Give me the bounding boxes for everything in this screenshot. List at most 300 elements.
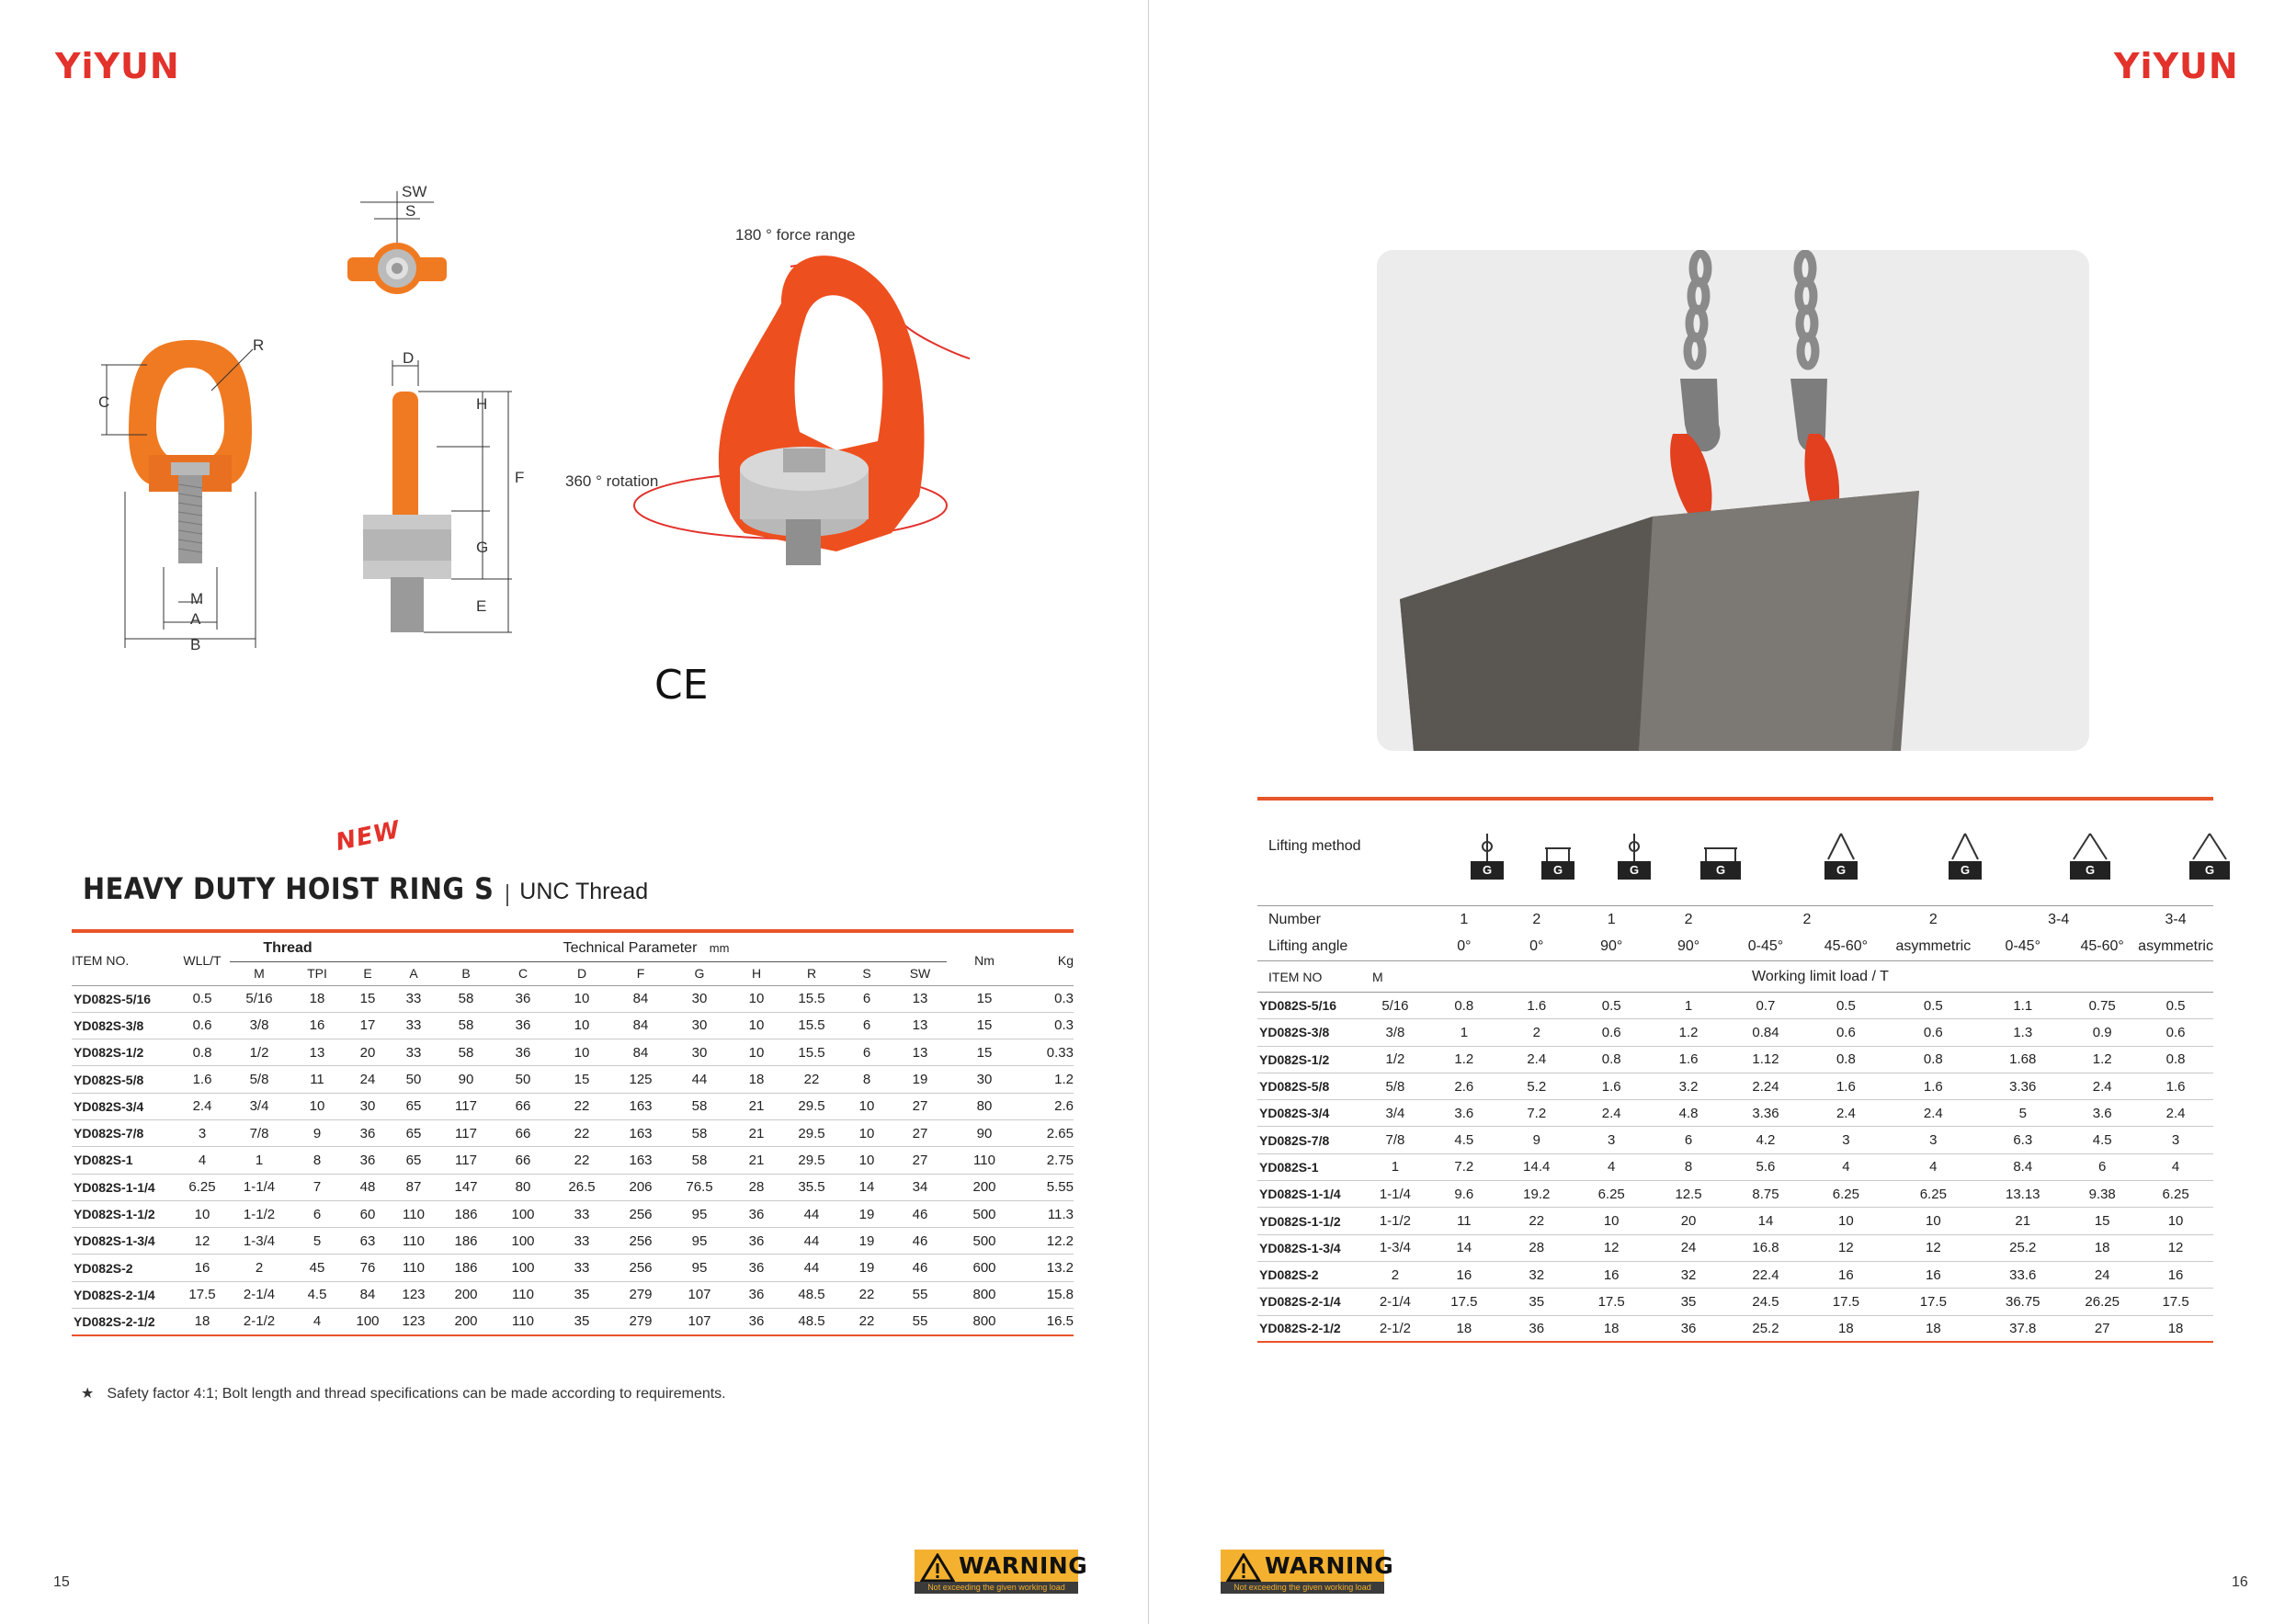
table-cell: 0.8 bbox=[2138, 1046, 2213, 1073]
table-cell: 24 bbox=[346, 1066, 390, 1093]
load-letter: G bbox=[2204, 863, 2215, 877]
table-cell: 22 bbox=[551, 1093, 612, 1119]
table-cell: 147 bbox=[438, 1174, 494, 1200]
table-cell: 6 bbox=[840, 985, 893, 1012]
col-item-no-right: ITEM NO bbox=[1257, 961, 1363, 993]
item-code: YD082S-2-1/2 bbox=[72, 1309, 175, 1335]
table-row bbox=[1257, 1315, 2213, 1342]
table-cell: 32 bbox=[1651, 1261, 1727, 1288]
table-cell: 50 bbox=[390, 1066, 438, 1093]
footnote bbox=[81, 1384, 726, 1403]
table-cell: 123 bbox=[390, 1309, 438, 1335]
table-cell: 17.5 bbox=[1804, 1289, 1887, 1315]
number-cell: 2 bbox=[1727, 906, 1888, 934]
table-cell: 5.2 bbox=[1501, 1073, 1573, 1099]
table-cell: 0.33 bbox=[1022, 1039, 1074, 1066]
product-title bbox=[83, 871, 648, 906]
table-cell: 2-1/4 bbox=[230, 1281, 289, 1308]
spacer-cell bbox=[1363, 906, 1427, 934]
table-cell: 107 bbox=[669, 1309, 730, 1335]
dim-label-s: S bbox=[405, 202, 416, 220]
table-cell: 50 bbox=[494, 1066, 551, 1093]
product-title-main: HEAVY DUTY HOIST RING S bbox=[83, 871, 494, 906]
warning-label bbox=[915, 1550, 1088, 1594]
table-cell: 36 bbox=[346, 1147, 390, 1174]
table-cell: 200 bbox=[438, 1309, 494, 1335]
table-cell: 1.6 bbox=[1573, 1073, 1651, 1099]
table-cell: 5/16 bbox=[230, 985, 289, 1012]
table-cell: 36 bbox=[346, 1119, 390, 1146]
table-cell: 28 bbox=[1501, 1234, 1573, 1261]
table-cell: 33 bbox=[390, 985, 438, 1012]
load-letter: G bbox=[1836, 863, 1847, 877]
table-cell: 36 bbox=[494, 1012, 551, 1039]
table-cell: 206 bbox=[612, 1174, 669, 1200]
table-top-rule bbox=[72, 929, 1074, 933]
table-cell: 18 bbox=[1804, 1315, 1887, 1342]
table-cell: 0.8 bbox=[175, 1039, 230, 1066]
table-cell: 13.13 bbox=[1979, 1181, 2066, 1208]
subcol-sw: SW bbox=[893, 961, 947, 985]
table-cell: 84 bbox=[612, 1039, 669, 1066]
spacer-cell bbox=[1363, 934, 1427, 961]
table-cell: 1-1/4 bbox=[230, 1174, 289, 1200]
table-cell: 46 bbox=[893, 1200, 947, 1227]
table-cell: 1.6 bbox=[1804, 1073, 1887, 1099]
double-side-icon bbox=[1699, 832, 1743, 886]
table-cell: 33 bbox=[551, 1200, 612, 1227]
table-cell: 29.5 bbox=[783, 1147, 840, 1174]
table-cell: 66 bbox=[494, 1119, 551, 1146]
table-cell: 4 bbox=[1804, 1153, 1887, 1180]
single-vertical-icon bbox=[1469, 832, 1506, 886]
table-cell: 17.5 bbox=[1427, 1289, 1501, 1315]
table-cell: 6.3 bbox=[1979, 1127, 2066, 1153]
table-cell: 2 bbox=[230, 1255, 289, 1281]
table-cell: 11.3 bbox=[1022, 1200, 1074, 1227]
table-cell: 10 bbox=[730, 1012, 783, 1039]
table-cell: 18 bbox=[1887, 1315, 1979, 1342]
table-cell: 123 bbox=[390, 1281, 438, 1308]
table-cell: 22 bbox=[551, 1119, 612, 1146]
table-cell: 95 bbox=[669, 1228, 730, 1255]
table-cell: 18 bbox=[2066, 1234, 2138, 1261]
table-cell: 1.6 bbox=[1651, 1046, 1727, 1073]
table-cell: 15 bbox=[2066, 1208, 2138, 1234]
table-cell: 13 bbox=[893, 1012, 947, 1039]
table-cell: 45 bbox=[289, 1255, 346, 1281]
number-cell: 1 bbox=[1573, 906, 1651, 934]
table-cell: 0.5 bbox=[1804, 993, 1887, 1019]
four-leg-asymmetric-icon bbox=[2188, 832, 2232, 886]
warning-title-right: WARNING bbox=[1265, 1552, 1394, 1579]
table-cell: 6.25 bbox=[1887, 1181, 1979, 1208]
table-cell: 7.2 bbox=[1427, 1153, 1501, 1180]
table-cell: 3/8 bbox=[1363, 1019, 1427, 1046]
lifting-scene-image bbox=[1377, 250, 2089, 751]
dim-label-a: A bbox=[190, 610, 201, 628]
table-cell: 110 bbox=[390, 1200, 438, 1227]
yiyun-logo-right: YiYUN bbox=[2114, 46, 2239, 86]
table-cell: 18 bbox=[175, 1309, 230, 1335]
warning-title: WARNING bbox=[959, 1552, 1088, 1579]
col-m-right: M bbox=[1363, 961, 1427, 993]
table-cell: 3/8 bbox=[230, 1012, 289, 1039]
table-cell: 95 bbox=[669, 1200, 730, 1227]
table-cell: 84 bbox=[612, 1012, 669, 1039]
two-leg-asymmetric-icon bbox=[1947, 832, 1983, 886]
item-code: YD082S-1-1/2 bbox=[72, 1200, 175, 1227]
table-cell: 20 bbox=[1651, 1208, 1727, 1234]
table-cell: 4 bbox=[1887, 1153, 1979, 1180]
table-cell: 1.2 bbox=[1651, 1019, 1727, 1046]
table-cell: 8 bbox=[289, 1147, 346, 1174]
two-leg-sling-icon bbox=[1823, 832, 1859, 886]
table-cell: 1.6 bbox=[1887, 1073, 1979, 1099]
table-cell: 8.75 bbox=[1727, 1181, 1805, 1208]
table-cell: 0.6 bbox=[175, 1012, 230, 1039]
subcol-f: F bbox=[612, 961, 669, 985]
angle-cell: 90° bbox=[1677, 938, 1700, 955]
table-cell: 0.9 bbox=[2066, 1019, 2138, 1046]
table-cell: 17.5 bbox=[175, 1281, 230, 1308]
table-cell: 6 bbox=[840, 1039, 893, 1066]
table-cell: 10 bbox=[730, 985, 783, 1012]
item-code: YD082S-5/16 bbox=[72, 985, 175, 1012]
table-cell: 35 bbox=[1501, 1289, 1573, 1315]
table-cell: 48.5 bbox=[783, 1281, 840, 1308]
table-cell: 256 bbox=[612, 1228, 669, 1255]
table-cell: 36 bbox=[730, 1200, 783, 1227]
table-cell: 1/2 bbox=[230, 1039, 289, 1066]
table-cell: 6 bbox=[2066, 1153, 2138, 1180]
table-cell: 11 bbox=[289, 1066, 346, 1093]
table-cell: 5 bbox=[1979, 1100, 2066, 1127]
table-cell: 84 bbox=[346, 1281, 390, 1308]
lifting-photo bbox=[1377, 250, 2089, 751]
table-cell: 44 bbox=[783, 1200, 840, 1227]
table-cell: 17.5 bbox=[2138, 1289, 2213, 1315]
table-cell: 15 bbox=[947, 1039, 1022, 1066]
table-cell: 13 bbox=[893, 985, 947, 1012]
item-code: YD082S-3/4 bbox=[1257, 1100, 1363, 1127]
table-cell: 36.75 bbox=[1979, 1289, 2066, 1315]
dim-label-b: B bbox=[190, 636, 201, 653]
table-cell: 3 bbox=[175, 1119, 230, 1146]
table-cell: 1.6 bbox=[1501, 993, 1573, 1019]
table-cell: 10 bbox=[551, 1012, 612, 1039]
table-cell: 0.5 bbox=[1573, 993, 1651, 1019]
table-cell: 15 bbox=[551, 1066, 612, 1093]
dim-label-m: M bbox=[190, 590, 204, 608]
table-cell: 18 bbox=[1427, 1315, 1501, 1342]
table-cell: 2.24 bbox=[1727, 1073, 1805, 1099]
table-row bbox=[1257, 1046, 2213, 1073]
tech-param-unit: mm bbox=[709, 940, 730, 955]
table-row bbox=[72, 1255, 1074, 1281]
table-cell: 110 bbox=[390, 1228, 438, 1255]
table-cell: 33.6 bbox=[1979, 1261, 2066, 1288]
table-cell: 0.5 bbox=[1887, 993, 1979, 1019]
table-cell: 44 bbox=[783, 1255, 840, 1281]
item-code: YD082S-1-1/4 bbox=[1257, 1181, 1363, 1208]
table-cell: 6 bbox=[289, 1200, 346, 1227]
table-cell: 3/4 bbox=[1363, 1100, 1427, 1127]
table-cell: 24 bbox=[2066, 1261, 2138, 1288]
table-cell: 3 bbox=[1804, 1127, 1887, 1153]
table-cell: 15.5 bbox=[783, 1039, 840, 1066]
table-row bbox=[72, 1066, 1074, 1093]
table-cell: 2.65 bbox=[1022, 1119, 1074, 1146]
angle-cell: asymmetric bbox=[1895, 938, 1972, 955]
table-cell: 16 bbox=[289, 1012, 346, 1039]
rotation-label: 360 ° rotation bbox=[565, 472, 659, 490]
number-cell: 1 bbox=[1427, 906, 1501, 934]
table-cell: 1.3 bbox=[1979, 1019, 2066, 1046]
angle-cell: 45-60° bbox=[1824, 938, 1869, 955]
lifting-table bbox=[1257, 905, 2213, 1343]
table-cell: 10 bbox=[1887, 1208, 1979, 1234]
table-cell: 30 bbox=[947, 1066, 1022, 1093]
product-title-sub: UNC Thread bbox=[519, 879, 649, 904]
table-cell: 9 bbox=[289, 1119, 346, 1146]
side-view-diagram bbox=[354, 349, 538, 643]
angle-cell: 0-45° bbox=[1747, 938, 1784, 955]
table-cell: 15.5 bbox=[783, 985, 840, 1012]
new-badge: NEW bbox=[333, 815, 404, 857]
angle-cell: 0-45° bbox=[2005, 938, 2040, 955]
table-cell: 3 bbox=[1573, 1127, 1651, 1153]
table-cell: 33 bbox=[390, 1012, 438, 1039]
table-cell: 20 bbox=[346, 1039, 390, 1066]
table-cell: 800 bbox=[947, 1309, 1022, 1335]
table-cell: 14 bbox=[1727, 1208, 1805, 1234]
table-cell: 6.25 bbox=[2138, 1181, 2213, 1208]
table-cell: 12 bbox=[2138, 1234, 2213, 1261]
table-cell: 46 bbox=[893, 1228, 947, 1255]
table-cell: 600 bbox=[947, 1255, 1022, 1281]
table-cell: 2-1/2 bbox=[1363, 1315, 1427, 1342]
table-cell: 17.5 bbox=[1887, 1289, 1979, 1315]
table-cell: 36 bbox=[730, 1255, 783, 1281]
table-row bbox=[72, 1119, 1074, 1146]
table-cell: 32 bbox=[1501, 1261, 1573, 1288]
table-cell: 9.38 bbox=[2066, 1181, 2138, 1208]
table-cell: 21 bbox=[730, 1119, 783, 1146]
table-row bbox=[1257, 1127, 2213, 1153]
col-kg: Kg bbox=[1022, 936, 1074, 985]
table-cell: 58 bbox=[438, 1039, 494, 1066]
table-cell: 117 bbox=[438, 1119, 494, 1146]
table-cell: 800 bbox=[947, 1281, 1022, 1308]
table-row bbox=[72, 1174, 1074, 1200]
table-cell: 0.8 bbox=[1427, 993, 1501, 1019]
item-code: YD082S-5/8 bbox=[1257, 1073, 1363, 1099]
table-cell: 29.5 bbox=[783, 1093, 840, 1119]
table-row bbox=[72, 985, 1074, 1012]
table-cell: 2.75 bbox=[1022, 1147, 1074, 1174]
table-cell: 80 bbox=[947, 1093, 1022, 1119]
table-row bbox=[1257, 1181, 2213, 1208]
table-cell: 10 bbox=[1573, 1208, 1651, 1234]
table-cell: 63 bbox=[346, 1228, 390, 1255]
table-cell: 1.2 bbox=[1427, 1046, 1501, 1073]
table-cell: 4 bbox=[175, 1147, 230, 1174]
table-row bbox=[72, 1147, 1074, 1174]
table-cell: 18 bbox=[1573, 1315, 1651, 1342]
table-cell: 2-1/4 bbox=[1363, 1289, 1427, 1315]
table-cell: 163 bbox=[612, 1119, 669, 1146]
table-cell: 12 bbox=[1573, 1234, 1651, 1261]
table-cell: 1.2 bbox=[2066, 1046, 2138, 1073]
table-cell: 10 bbox=[551, 1039, 612, 1066]
table-cell: 44 bbox=[669, 1066, 730, 1093]
table-cell: 19 bbox=[840, 1228, 893, 1255]
table-cell: 24.5 bbox=[1727, 1289, 1805, 1315]
table-cell: 2.4 bbox=[2066, 1073, 2138, 1099]
subcol-e: E bbox=[346, 961, 390, 985]
table-cell: 7 bbox=[289, 1174, 346, 1200]
table-cell: 5.55 bbox=[1022, 1174, 1074, 1200]
dim-label-r: R bbox=[253, 336, 265, 354]
table-cell: 14.4 bbox=[1501, 1153, 1573, 1180]
table-cell: 18 bbox=[730, 1066, 783, 1093]
table-cell: 27 bbox=[2066, 1315, 2138, 1342]
table-cell: 0.5 bbox=[175, 985, 230, 1012]
four-leg-sling-icon bbox=[2068, 832, 2112, 886]
table-cell: 22.4 bbox=[1727, 1261, 1805, 1288]
top-view-diagram bbox=[342, 184, 452, 308]
table-cell: 256 bbox=[612, 1255, 669, 1281]
load-letter: G bbox=[1482, 863, 1493, 877]
table-cell: 33 bbox=[551, 1255, 612, 1281]
table-cell: 5/8 bbox=[1363, 1073, 1427, 1099]
table-cell: 3 bbox=[1887, 1127, 1979, 1153]
table-cell: 76.5 bbox=[669, 1174, 730, 1200]
table-cell: 48.5 bbox=[783, 1309, 840, 1335]
table-cell: 0.6 bbox=[1573, 1019, 1651, 1046]
page-number-left: 15 bbox=[53, 1574, 70, 1590]
lifting-angle-label: Lifting angle bbox=[1268, 938, 1348, 955]
table-cell: 36 bbox=[1651, 1315, 1727, 1342]
item-code: YD082S-1-3/4 bbox=[72, 1228, 175, 1255]
table-cell: 15 bbox=[346, 985, 390, 1012]
table-cell: 21 bbox=[730, 1093, 783, 1119]
table-cell: 1.6 bbox=[175, 1066, 230, 1093]
table-cell: 10 bbox=[551, 985, 612, 1012]
table-cell: 65 bbox=[390, 1119, 438, 1146]
table-cell: 33 bbox=[390, 1039, 438, 1066]
table-cell: 8 bbox=[840, 1066, 893, 1093]
load-letter: G bbox=[1960, 863, 1971, 877]
table-cell: 2.4 bbox=[1501, 1046, 1573, 1073]
table-cell: 26.5 bbox=[551, 1174, 612, 1200]
table-row bbox=[72, 1093, 1074, 1119]
table-cell: 186 bbox=[438, 1255, 494, 1281]
table-cell: 2.4 bbox=[2138, 1100, 2213, 1127]
table-cell: 10 bbox=[840, 1119, 893, 1146]
col-thread: Thread bbox=[230, 936, 346, 961]
table-cell: 36 bbox=[730, 1281, 783, 1308]
table-cell: 16 bbox=[175, 1255, 230, 1281]
table-cell: 110 bbox=[947, 1147, 1022, 1174]
table-cell: 3/4 bbox=[230, 1093, 289, 1119]
table-cell: 87 bbox=[390, 1174, 438, 1200]
table-cell: 4.5 bbox=[1427, 1127, 1501, 1153]
table-cell: 2.4 bbox=[1804, 1100, 1887, 1127]
table-cell: 35 bbox=[1651, 1289, 1727, 1315]
table-cell: 58 bbox=[438, 1012, 494, 1039]
table-cell: 0.7 bbox=[1727, 993, 1805, 1019]
table-cell: 1-3/4 bbox=[230, 1228, 289, 1255]
table-cell: 34 bbox=[893, 1174, 947, 1200]
table-cell: 3.36 bbox=[1979, 1073, 2066, 1099]
dim-label-e: E bbox=[476, 597, 487, 615]
col-item-no: ITEM NO. bbox=[72, 936, 175, 985]
col-wll: WLL/T bbox=[175, 936, 230, 985]
dim-label-d: D bbox=[403, 349, 415, 367]
table-cell: 58 bbox=[669, 1119, 730, 1146]
table-cell: 14 bbox=[840, 1174, 893, 1200]
table-cell: 6 bbox=[840, 1012, 893, 1039]
table-cell: 0.8 bbox=[1804, 1046, 1887, 1073]
angle-cell: 0° bbox=[1529, 938, 1544, 955]
footnote-text: Safety factor 4:1; Bolt length and thread specifications can be made according to requirements. bbox=[107, 1386, 726, 1402]
table-cell: 4.5 bbox=[2066, 1127, 2138, 1153]
table-cell: 36 bbox=[494, 1039, 551, 1066]
table-cell: 36 bbox=[730, 1228, 783, 1255]
single-side-icon bbox=[1616, 832, 1653, 886]
table-cell: 5/8 bbox=[230, 1066, 289, 1093]
table-cell: 27 bbox=[893, 1147, 947, 1174]
table-cell: 36 bbox=[730, 1309, 783, 1335]
table-cell: 11 bbox=[1427, 1208, 1501, 1234]
table-cell: 200 bbox=[438, 1281, 494, 1308]
table-cell: 2-1/2 bbox=[230, 1309, 289, 1335]
table-cell: 13 bbox=[893, 1039, 947, 1066]
table-cell: 4 bbox=[2138, 1153, 2213, 1180]
table-cell: 0.6 bbox=[1887, 1019, 1979, 1046]
force-range-label: 180 ° force range bbox=[735, 226, 856, 244]
table-cell: 4.5 bbox=[289, 1281, 346, 1308]
table-row bbox=[1257, 1019, 2213, 1046]
item-code: YD082S-2-1/4 bbox=[72, 1281, 175, 1308]
table-cell: 29.5 bbox=[783, 1119, 840, 1146]
yiyun-logo: YiYUN bbox=[55, 46, 180, 86]
table-cell: 1.1 bbox=[1979, 993, 2066, 1019]
table-cell: 24 bbox=[1651, 1234, 1727, 1261]
item-code: YD082S-2-1/4 bbox=[1257, 1289, 1363, 1315]
table-cell: 5 bbox=[289, 1228, 346, 1255]
col-nm: Nm bbox=[947, 936, 1022, 985]
table-cell: 18 bbox=[289, 985, 346, 1012]
table-cell: 1-1/2 bbox=[1363, 1208, 1427, 1234]
lifting-method-label: Lifting method bbox=[1268, 838, 1361, 854]
table-cell: 4 bbox=[1573, 1153, 1651, 1180]
subcol-tpi: TPI bbox=[289, 961, 346, 985]
table-cell: 65 bbox=[390, 1147, 438, 1174]
spec-table bbox=[72, 936, 1074, 1336]
table-cell: 0.5 bbox=[2138, 993, 2213, 1019]
table-row bbox=[72, 1039, 1074, 1066]
item-code: YD082S-5/16 bbox=[1257, 993, 1363, 1019]
table-cell: 2 bbox=[1363, 1261, 1427, 1288]
table-cell: 110 bbox=[390, 1255, 438, 1281]
table-cell: 10 bbox=[840, 1093, 893, 1119]
tech-param-label: Technical Parameter bbox=[563, 939, 698, 956]
warning-subtitle-right: Not exceeding the given working load bbox=[1221, 1582, 1384, 1594]
table-cell: 18 bbox=[2138, 1315, 2213, 1342]
